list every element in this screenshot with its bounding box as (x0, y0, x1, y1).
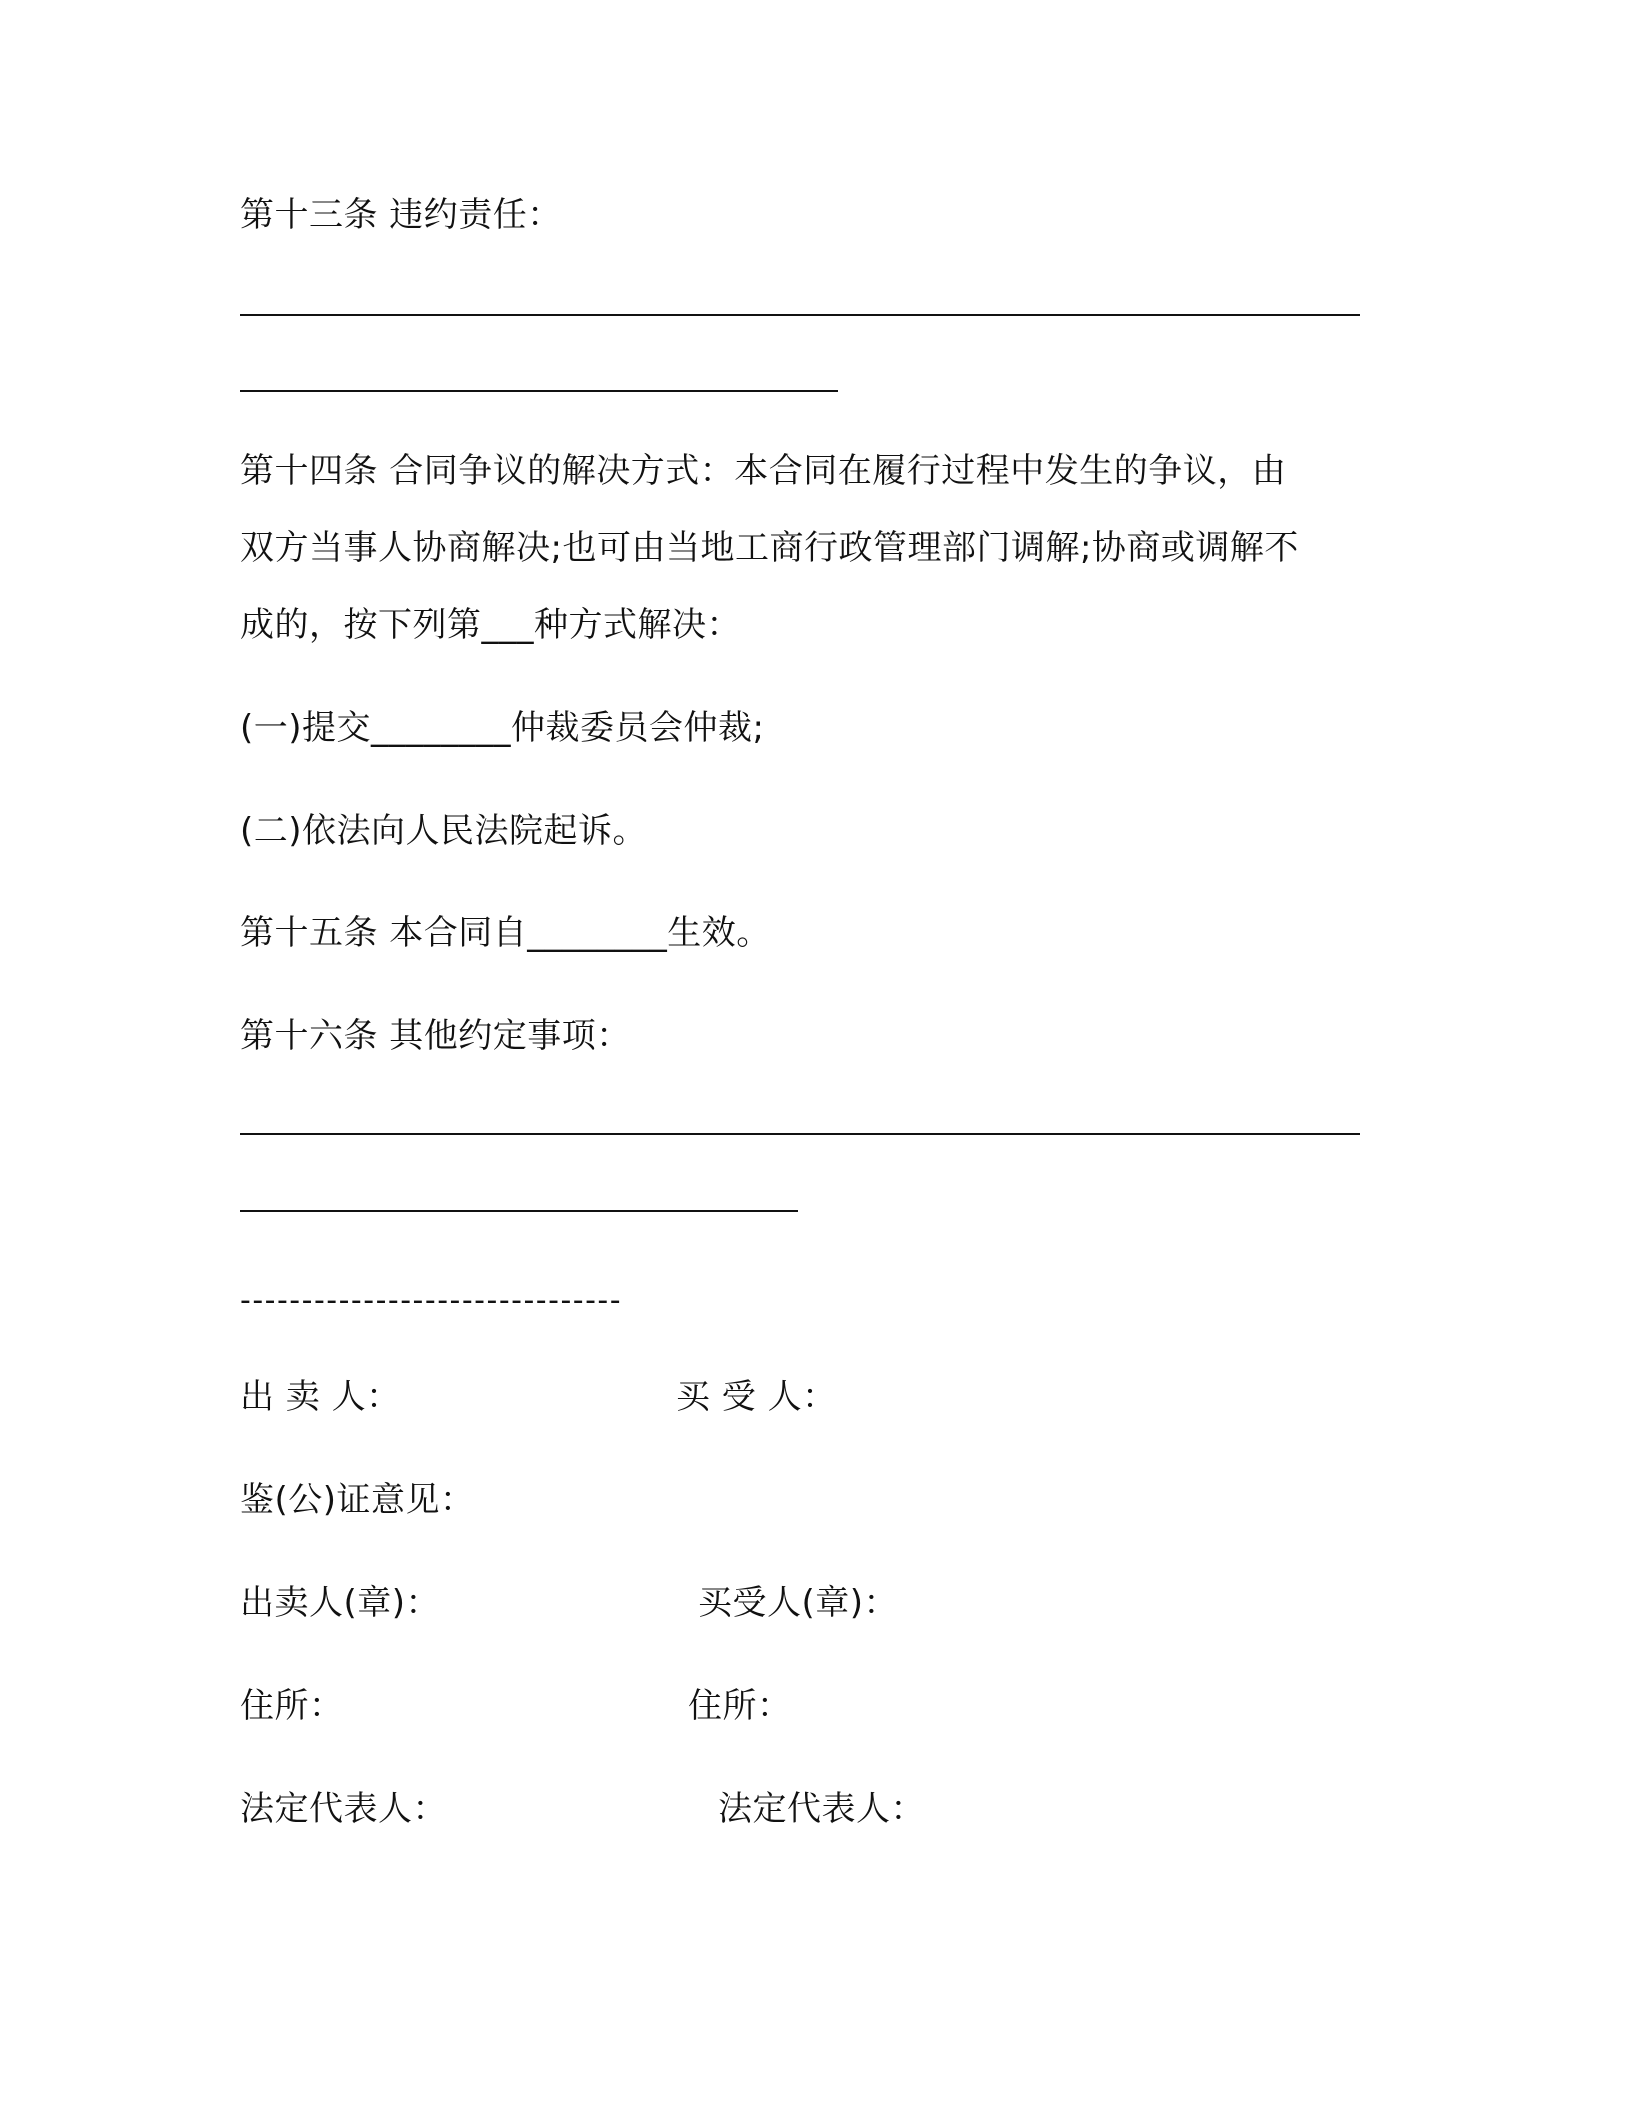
buyer-label: 买 受 人： (676, 1377, 837, 1417)
seller-seal-label: 出卖人(章)： (240, 1583, 441, 1623)
article-16-title: 第十六条 其他约定事项： (240, 1016, 631, 1056)
buyer-seal-label: 买受人(章)： (698, 1583, 899, 1623)
article-16-fill-line-1 (240, 1133, 1360, 1135)
buyer-legal-rep-label: 法定代表人： (718, 1789, 925, 1829)
seller-legal-rep-label: 法定代表人： (240, 1789, 447, 1829)
article-14-line-3: 成的，按下列第___种方式解决： (240, 605, 741, 645)
article-13-fill-line-1 (240, 314, 1360, 316)
article-14-option-2: (二)依法向人民法院起诉。 (240, 811, 648, 851)
seller-label: 出 卖 人： (240, 1377, 401, 1417)
article-14-option-1: (一)提交________仲裁委员会仲裁; (240, 708, 765, 748)
article-13-fill-line-2 (240, 390, 838, 392)
article-14-line-1: 第十四条 合同争议的解决方式：本合同在履行过程中发生的争议，由 (240, 451, 1287, 491)
article-15-text: 第十五条 本合同自________生效。 (240, 913, 771, 953)
seller-address-label: 住所： (240, 1686, 344, 1726)
article-13-title: 第十三条 违约责任： (240, 195, 562, 235)
article-14-line-2: 双方当事人协商解决;也可由当地工商行政管理部门调解;协商或调解不 (240, 528, 1299, 568)
buyer-address-label: 住所： (688, 1686, 792, 1726)
notary-opinion-label: 鉴(公)证意见： (240, 1480, 475, 1520)
separator-dashes: ------------------------------- (240, 1283, 623, 1318)
article-16-fill-line-2 (240, 1210, 798, 1212)
